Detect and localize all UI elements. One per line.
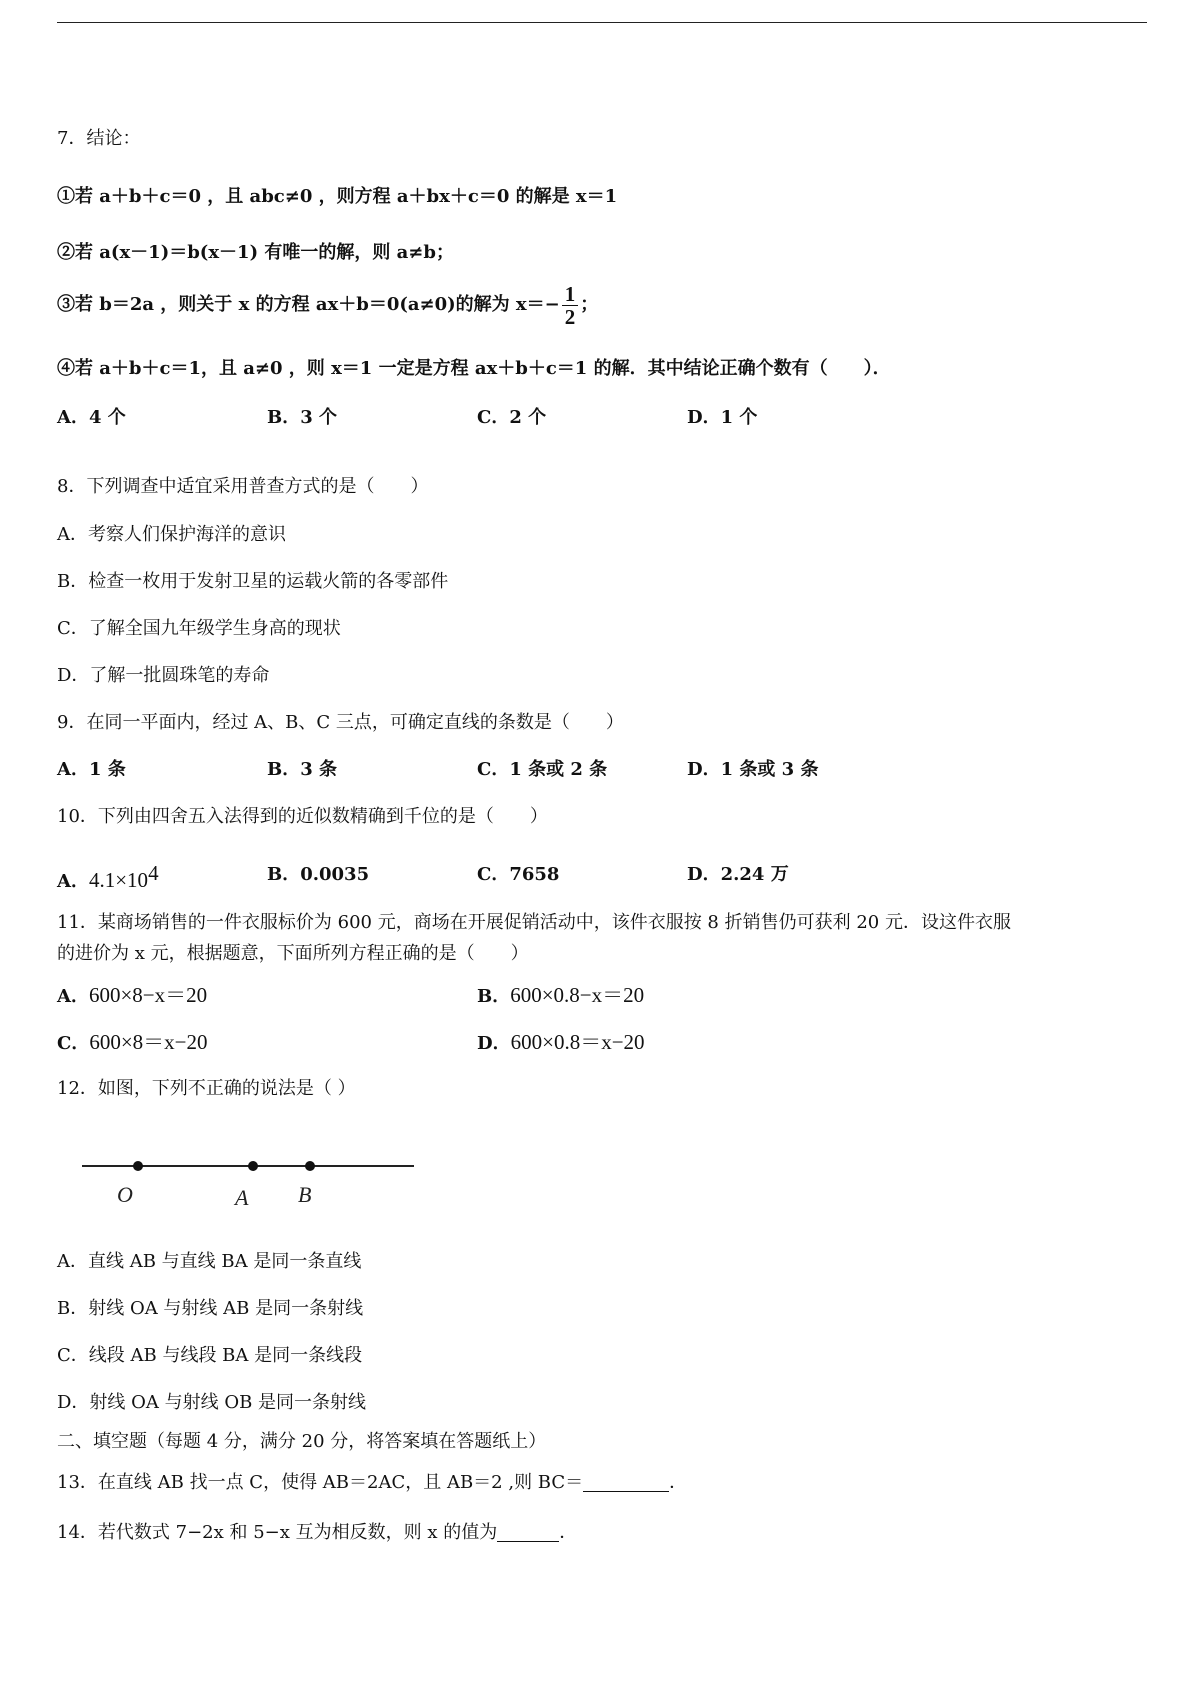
q13-end: ． [669, 1472, 688, 1493]
q11-line-1: 11．某商场销售的一件衣服标价为 600 元，商场在开展促销活动中，该件衣服按 8 折销售仍可获利 20 元．设这件衣服 [57, 912, 1011, 933]
q12-option-d: D．射线 OA 与射线 OB 是同一条射线 [57, 1392, 367, 1413]
answer-blank[interactable] [583, 1471, 669, 1492]
q7-option-c: C．2 个 [477, 407, 547, 428]
q11-option-c-eq: 600×8＝x−20 [89, 1030, 208, 1054]
q11-option-b [477, 982, 644, 1010]
q10-option-a-base: 4.1×10 [88, 868, 149, 892]
q12-option-a: A．直线 AB 与直线 BA 是同一条直线 [57, 1251, 362, 1272]
q9-option-b: B．3 条 [267, 759, 338, 780]
q11-option-d-eq: 600×0.8＝x−20 [510, 1030, 645, 1054]
q8-option-d: D．了解一批圆珠笔的寿命 [57, 665, 270, 686]
q7-option-b: B．3 个 [267, 407, 338, 428]
q10-option-c: C．7658 [477, 864, 560, 885]
q11-option-d [477, 1029, 645, 1057]
point-a [248, 1161, 258, 1171]
q7-statement-1: ①若 a＋b＋c＝0 ，且 abc≠0 ，则方程 a＋bx＋c＝0 的解是 x＝1 [57, 186, 618, 207]
q11-option-c-label: C． [57, 1033, 90, 1054]
q12-title: 12．如图，下列不正确的说法是（ ） [57, 1078, 356, 1099]
q10-option-a [57, 860, 159, 895]
q11-option-b-eq: 600×0.8−x＝20 [510, 983, 645, 1007]
point-b [305, 1161, 315, 1171]
q8-title: 8．下列调查中适宜采用普查方式的是（ ） [57, 476, 429, 497]
q7-option-a: A．4 个 [57, 407, 126, 428]
label-o: O [117, 1182, 133, 1207]
q11-option-a-label: A． [57, 986, 89, 1007]
q10-option-b: B．0.0035 [267, 864, 370, 885]
q11-option-d-label: D． [477, 1033, 511, 1054]
q10-option-a-label: A． [57, 871, 89, 892]
q10-option-d: D．2.24 万 [687, 864, 789, 885]
q9-title: 9．在同一平面内，经过 A、B、C 三点，可确定直线的条数是（ ） [57, 712, 624, 733]
q12-option-c: C．线段 AB 与线段 BA 是同一条线段 [57, 1345, 363, 1366]
q7-statement-3 [57, 280, 598, 330]
q11-line-2: 的进价为 x 元，根据题意，下面所列方程正确的是（ ） [57, 943, 529, 964]
q13-text: 13．在直线 AB 找一点 C，使得 AB＝2AC，且 AB＝2 ,则 BC＝ [57, 1472, 584, 1493]
q9-option-d: D．1 条或 3 条 [687, 759, 819, 780]
q9-option-c: C．1 条或 2 条 [477, 759, 608, 780]
q9-option-a: A．1 条 [57, 759, 126, 780]
q8-option-a: A．考察人们保护海洋的意识 [57, 524, 286, 545]
q7-title: 7．结论： [57, 128, 141, 149]
answer-blank[interactable] [497, 1521, 559, 1542]
fraction-numerator: 1 [562, 283, 579, 306]
label-a: A [235, 1185, 249, 1210]
q7-s3-end: ； [580, 294, 599, 315]
q7-statement-4: ④若 a＋b＋c＝1，且 a≠0 ，则 x＝1 一定是方程 ax＋b＋c＝1 的解．其中结论正确个数有（ ）． [57, 358, 891, 379]
q13-line [57, 1470, 687, 1496]
header-rule [57, 22, 1147, 23]
fraction-one-half [562, 283, 579, 328]
q7-option-d: D．1 个 [687, 407, 758, 428]
point-o [133, 1161, 143, 1171]
section-fill-in-heading: 二、填空题（每题 4 分，满分 20 分，将答案填在答题纸上） [57, 1431, 547, 1452]
q12-option-b: B．射线 OA 与射线 AB 是同一条射线 [57, 1298, 364, 1319]
q11-option-a-eq: 600×8−x＝20 [88, 983, 208, 1007]
q14-end: ． [559, 1522, 578, 1543]
q11-option-c [57, 1029, 208, 1057]
fraction-denominator: 2 [564, 304, 576, 329]
q7-s3-text: ③若 b＝2a ，则关于 x 的方程 ax＋b＝0(a≠0)的解为 x＝− [57, 294, 560, 315]
q10-title: 10．下列由四舍五入法得到的近似数精确到千位的是（ ） [57, 806, 548, 827]
q11-option-b-label: B． [477, 986, 511, 1007]
q8-option-c: C．了解全国九年级学生身高的现状 [57, 618, 341, 639]
q10-option-a-exponent: 4 [148, 861, 159, 885]
q8-option-b: B．检查一枚用于发射卫星的运载火箭的各零部件 [57, 571, 449, 592]
q7-statement-2: ②若 a(x－1)＝b(x－1) 有唯一的解，则 a≠b； [57, 242, 454, 263]
q14-line [57, 1520, 577, 1546]
q14-text: 14．若代数式 7−2x 和 5−x 互为相反数，则 x 的值为 [57, 1522, 498, 1543]
label-b: B [298, 1182, 312, 1207]
q11-option-a [57, 982, 207, 1010]
number-line-figure [80, 1150, 420, 1220]
